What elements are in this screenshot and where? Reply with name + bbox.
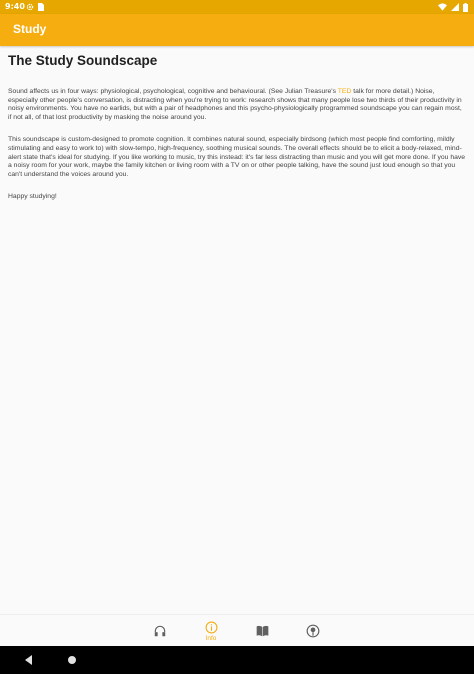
book-icon xyxy=(255,624,270,638)
nav-item-soundscape[interactable] xyxy=(140,615,180,647)
page-title: The Study Soundscape xyxy=(8,53,158,68)
nav-item-library[interactable] xyxy=(242,615,282,647)
app-bar xyxy=(0,14,474,46)
bottom-nav xyxy=(0,614,474,646)
paragraph-1-start: Sound affects us in four ways: physiological, psychological, cognitive and behavioural. (See Julian Treasure's xyxy=(8,88,338,95)
status-icons-right xyxy=(438,0,468,14)
info-icon xyxy=(205,621,218,634)
sim-icon xyxy=(38,3,44,11)
home-button[interactable] xyxy=(65,653,79,667)
ted-link[interactable]: TED xyxy=(337,88,352,95)
status-time: 9:40 xyxy=(5,2,25,11)
back-icon xyxy=(24,655,34,665)
app-title: Study xyxy=(13,22,47,36)
home-icon xyxy=(67,655,77,665)
headphones-icon xyxy=(153,624,167,638)
wifi-icon xyxy=(438,3,447,11)
nav-label-info: Info xyxy=(205,634,217,642)
nav-item-info[interactable] xyxy=(191,615,231,647)
system-nav-bar xyxy=(0,646,474,674)
person-icon xyxy=(306,624,320,638)
paragraph-3: Happy studying! xyxy=(8,193,57,201)
paragraph-1 xyxy=(8,88,466,122)
paragraph-1-end: talk for more detail.) Noise, especially other people's conversation, is distracting when you're trying to work: research shows that many people lose two thirds of their productivity in noisy environments. You have no earlids, but with a pair of headphones and this psycho-physiologically programmed soundscape you can regain most, if not all, of that lost productivity by masking the noise around you. xyxy=(8,88,462,121)
status-bar xyxy=(0,0,474,14)
settings-icon xyxy=(26,3,34,11)
battery-icon xyxy=(463,3,468,12)
status-icons-left xyxy=(26,0,44,14)
info-content xyxy=(0,46,474,614)
signal-icon xyxy=(451,3,459,11)
back-button[interactable] xyxy=(22,653,36,667)
nav-item-profile[interactable] xyxy=(293,615,333,647)
paragraph-2: This soundscape is custom-designed to promote cognition. It combines natural sound, especially birdsong (which most people find comforting, mildly stimulating and easy to work to) with slow-tempo, high-frequency, soothing musical sounds. The overall effects should be to elicit a body-relaxed, mind-alert state that's ideal for studying. If you like working to music, try this instead: it's far less distracting than music and you will get more done. If you have a noisy room for your work, maybe the family kitchen or living room with a TV on or other people talking, have the sound just loud enough so that you can't understand the voices around you. xyxy=(8,136,466,178)
